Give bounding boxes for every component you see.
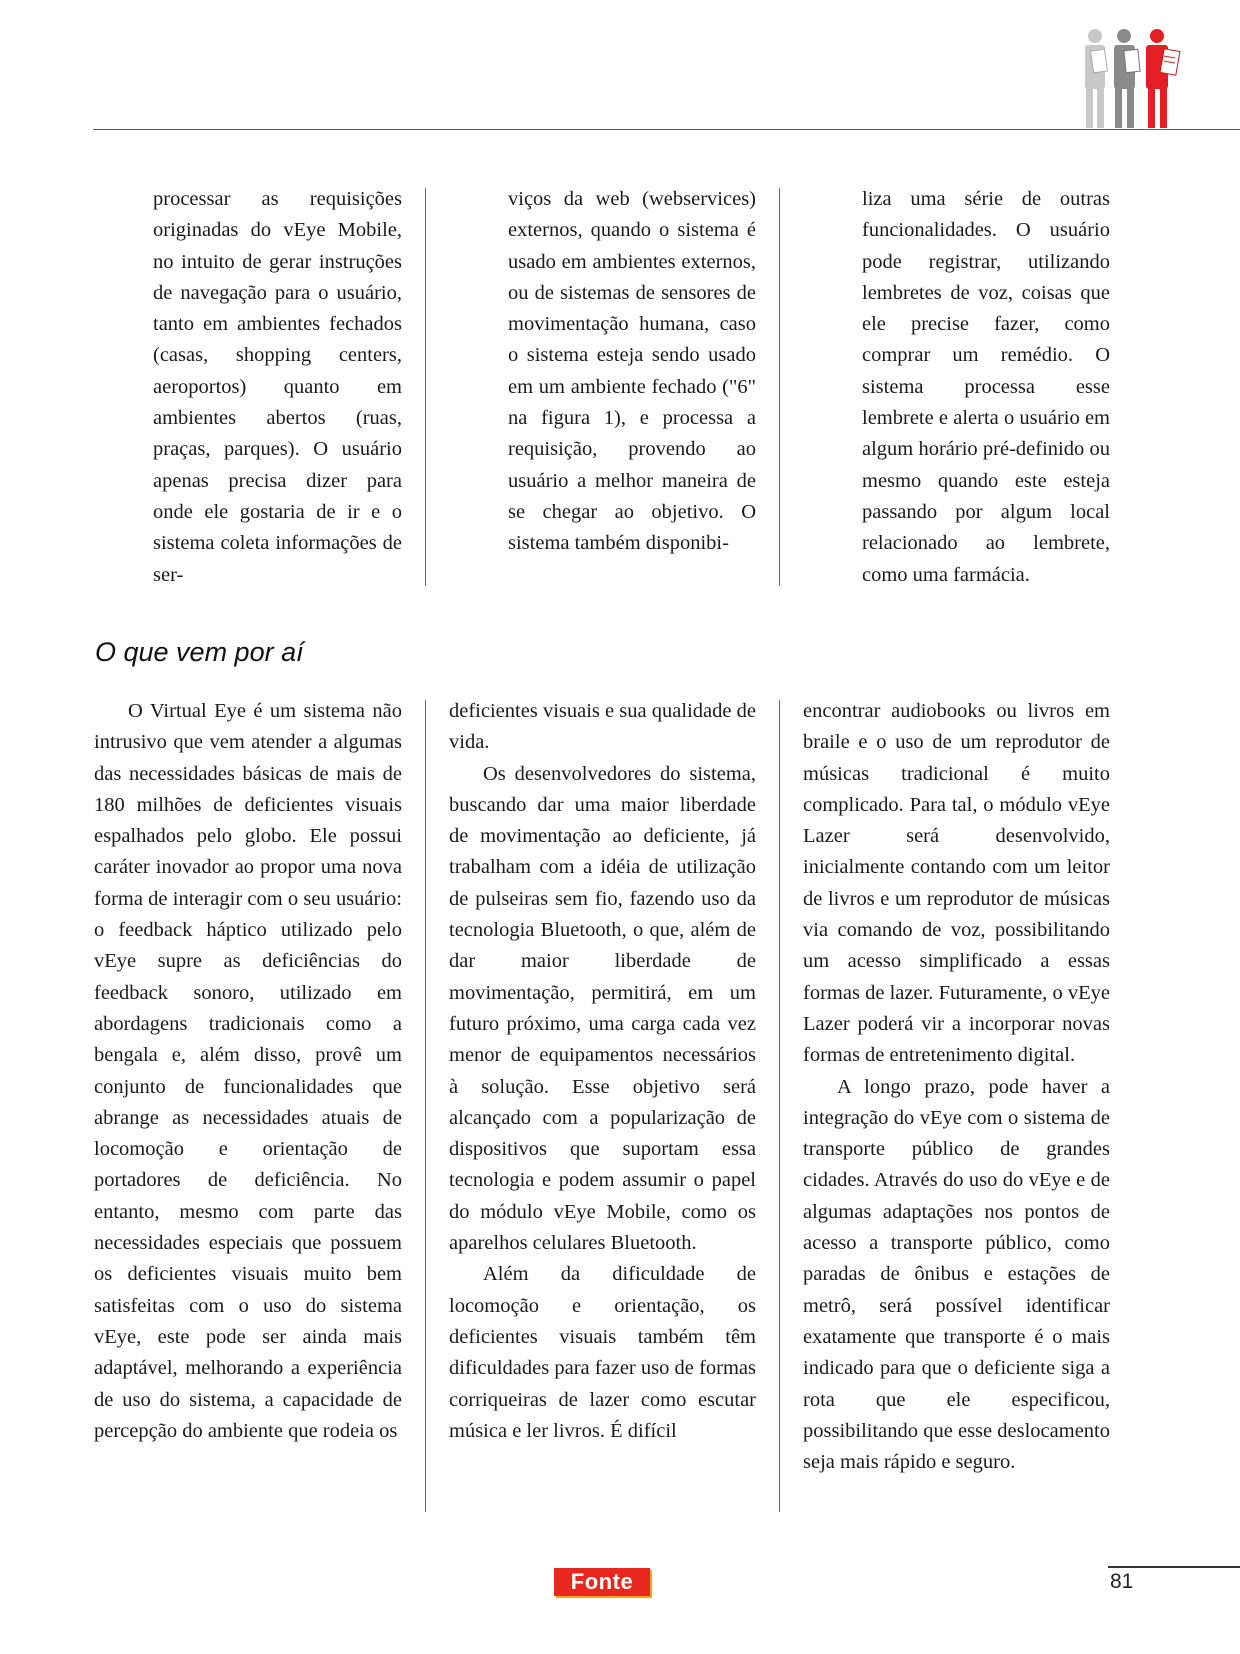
paragraph: processar as requisições originadas do vEye Mobile, no intuito de gerar instruções de navegação para o usuário, tanto em ambientes fechados (casas, shopping centers, aeroportos) quanto em ambientes abertos (ruas, praças, parques). O usuário apenas precisa dizer para onde ele gostaria de ir e o sistema coleta informações de ser- — [153, 188, 402, 586]
paragraph: A longo prazo, pode haver a integração do vEye com o sistema de transporte público de grandes cidades. Através do uso do vEye e de algumas adaptações nos pontos de acesso a transporte público, como paradas de ônibus e estações de metrô, será possível identificar exatamente que transporte é o mais indicado para que o deficiente siga a rota que ele especificou, possibilitando que esse deslocamento seja mais rápido e seguro. — [803, 1075, 1110, 1474]
bottom-column-2 — [449, 696, 756, 1447]
paragraph: liza uma série de outras funcionalidades. O usuário pode registrar, utilizando lembretes de voz, coisas que ele precise fazer, como comprar um remédio. O sistema processa esse lembrete e alerta o usuário em algum horário pré-definido ou mesmo quando este esteja passando por algum local relacionado ao lembrete, como uma farmácia. — [862, 188, 1110, 586]
header-rule — [93, 129, 1240, 130]
column-divider — [779, 700, 780, 1512]
top-column-2 — [508, 184, 756, 560]
paragraph: encontrar audiobooks ou livros em braile e o uso de um reprodutor de músicas tradicional é muito complicado. Para tal, o módulo vEye Lazer será desenvolvido, inicialmente contando com um leitor de livros e um reprodutor de músicas via comando de voz, possibilitando um acesso simplificado a essas formas de lazer. Futuramente, o vEye Lazer poderá vir a incorporar novas formas de entretenimento digital. — [803, 700, 1110, 1067]
column-divider — [425, 188, 426, 586]
paragraph: Além da dificuldade de locomoção e orientação, os deficientes visuais também têm dificuldades para fazer uso de formas corriqueiras de lazer como escutar música e ler livros. É difícil — [449, 1263, 756, 1442]
people-logo-icon — [1078, 28, 1190, 130]
paragraph: Os desenvolvedores do sistema, buscando dar uma maior liberdade de movimentação ao deficiente, já trabalham com a idéia de utilização de pulseiras sem fio, fazendo uso da tecnologia Bluetooth, o que, além de dar maior liberdade de movimentação, permitirá, em um futuro próximo, uma carga cada vez menor de equipamentos necessários à solução. Esse objetivo será alcançado com a popularização de dispositivos que suportam essa tecnologia e podem assumir o papel do módulo vEye Mobile, como os aparelhos celulares Bluetooth. — [449, 762, 756, 1255]
brand-logo: Fonte — [554, 1568, 650, 1596]
column-divider — [425, 700, 426, 1512]
paragraph: viços da web (webservices) externos, quando o sistema é usado em ambientes externos, ou de sistemas de sensores de movimentação humana, caso o sistema esteja sendo usado em um ambiente fechado ("6" na figura 1), e processa a requisição, provendo ao usuário a melhor maneira de se chegar ao objetivo. O sistema também disponibi- — [508, 188, 756, 555]
footer-rule — [1108, 1566, 1240, 1568]
top-column-3 — [862, 184, 1110, 591]
bottom-column-1 — [94, 696, 402, 1447]
section-heading: O que vem por aí — [95, 637, 304, 667]
column-divider — [779, 188, 780, 586]
bottom-column-3 — [803, 696, 1110, 1478]
page-number: 81 — [1110, 1570, 1134, 1593]
top-column-1 — [153, 184, 402, 591]
paragraph: deficientes visuais e sua qualidade de vida. — [449, 700, 756, 754]
paragraph: O Virtual Eye é um sistema não intrusivo que vem atender a algumas das necessidades básicas de mais de 180 milhões de deficientes visuais espalhados pelo globo. Ele possui caráter inovador ao propor uma nova forma de interagir com o seu usuário: o feedback háptico utilizado pelo vEye supre as deficiências do feedback sonoro, utilizado em abordagens tradicionais como a bengala e, além disso, provê um conjunto de funcionalidades que abrange as necessidades atuais de locomoção e orientação de portadores de deficiência. No entanto, mesmo com parte das necessidades especiais que possuem os deficientes visuais muito bem satisfeitas com o uso do sistema vEye, este pode ser ainda mais adaptável, melhorando a experiência de uso do sistema, a capacidade de percepção do ambiente que rodeia os — [94, 700, 402, 1442]
